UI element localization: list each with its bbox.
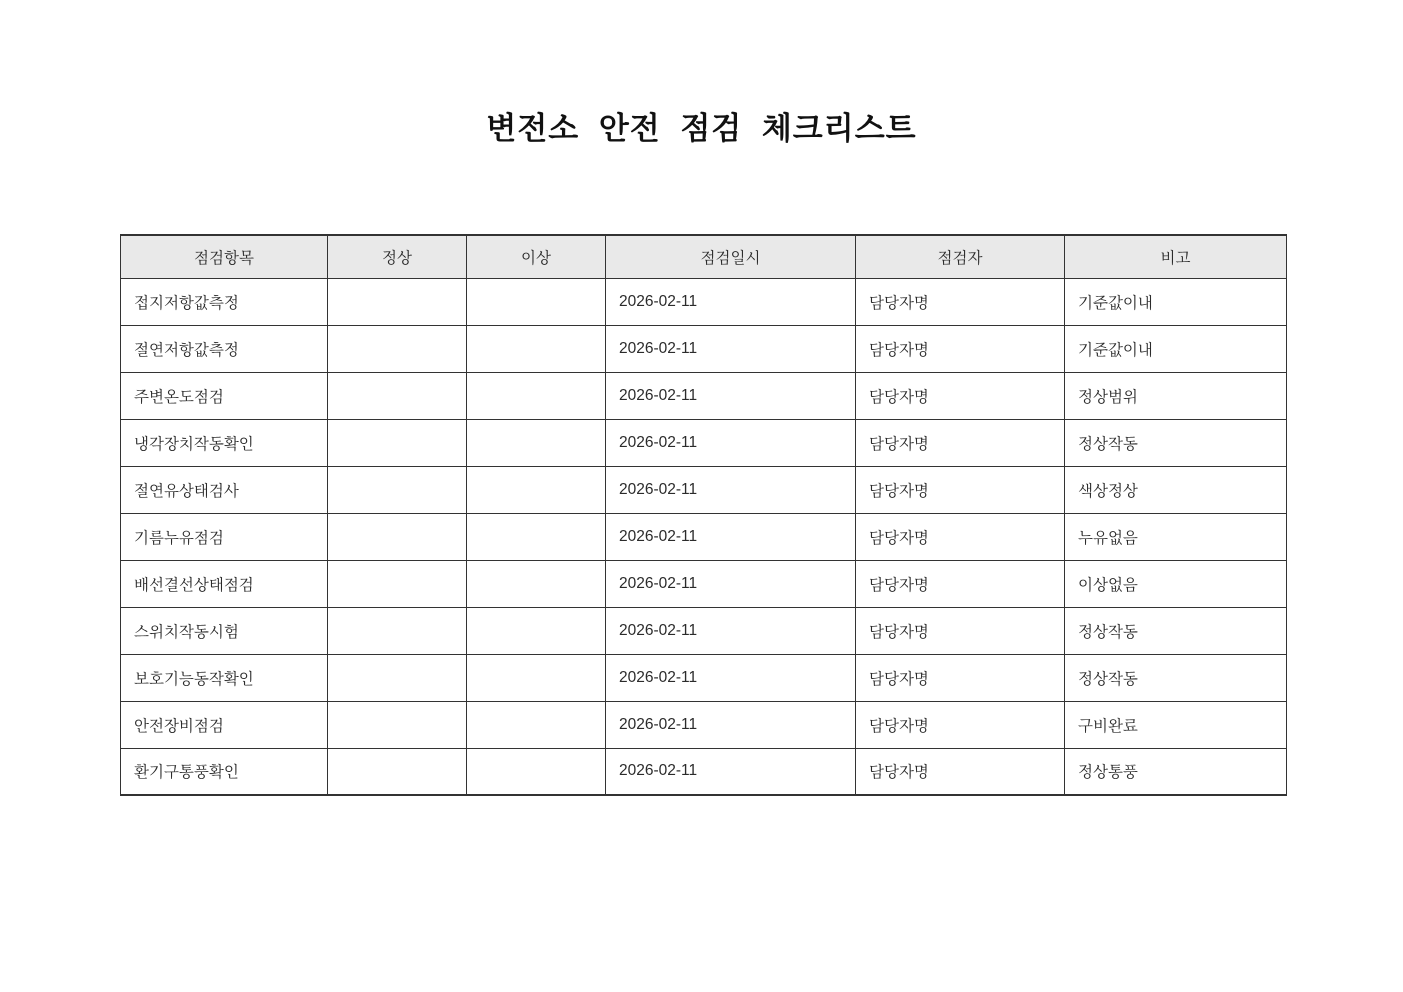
cell-date: 2026-02-11 — [606, 372, 856, 419]
cell-inspector: 담당자명 — [856, 278, 1065, 325]
table-row — [121, 513, 1287, 560]
cell-normal — [328, 325, 467, 372]
cell-normal — [328, 466, 467, 513]
cell-abnormal — [467, 701, 606, 748]
cell-inspector: 담당자명 — [856, 419, 1065, 466]
cell-normal — [328, 560, 467, 607]
column-header: 점검자 — [856, 235, 1065, 278]
cell-date: 2026-02-11 — [606, 748, 856, 795]
cell-date: 2026-02-11 — [606, 325, 856, 372]
cell-item: 보호기능동작확인 — [121, 654, 328, 701]
cell-inspector: 담당자명 — [856, 748, 1065, 795]
cell-remark: 기준값이내 — [1065, 278, 1287, 325]
cell-normal — [328, 607, 467, 654]
cell-item: 배선결선상태점검 — [121, 560, 328, 607]
checklist-table — [120, 234, 1287, 796]
cell-remark: 기준값이내 — [1065, 325, 1287, 372]
cell-normal — [328, 419, 467, 466]
cell-remark: 색상정상 — [1065, 466, 1287, 513]
cell-date: 2026-02-11 — [606, 560, 856, 607]
table-row — [121, 607, 1287, 654]
cell-inspector: 담당자명 — [856, 372, 1065, 419]
cell-remark: 누유없음 — [1065, 513, 1287, 560]
cell-date: 2026-02-11 — [606, 607, 856, 654]
cell-date: 2026-02-11 — [606, 701, 856, 748]
cell-inspector: 담당자명 — [856, 701, 1065, 748]
cell-date: 2026-02-11 — [606, 466, 856, 513]
table-row — [121, 701, 1287, 748]
cell-item: 스위치작동시험 — [121, 607, 328, 654]
cell-abnormal — [467, 607, 606, 654]
cell-normal — [328, 654, 467, 701]
cell-abnormal — [467, 372, 606, 419]
cell-inspector: 담당자명 — [856, 513, 1065, 560]
cell-normal — [328, 278, 467, 325]
cell-abnormal — [467, 466, 606, 513]
cell-remark: 구비완료 — [1065, 701, 1287, 748]
cell-abnormal — [467, 654, 606, 701]
page-title: 변전소 안전 점검 체크리스트 — [486, 111, 917, 146]
cell-abnormal — [467, 278, 606, 325]
cell-date: 2026-02-11 — [606, 419, 856, 466]
cell-date: 2026-02-11 — [606, 654, 856, 701]
cell-item: 냉각장치작동확인 — [121, 419, 328, 466]
column-header: 이상 — [467, 235, 606, 278]
cell-inspector: 담당자명 — [856, 325, 1065, 372]
table-row — [121, 560, 1287, 607]
table-header — [121, 235, 1287, 278]
column-header: 점검일시 — [606, 235, 856, 278]
cell-inspector: 담당자명 — [856, 560, 1065, 607]
cell-inspector: 담당자명 — [856, 607, 1065, 654]
table-row — [121, 419, 1287, 466]
cell-remark: 정상통풍 — [1065, 748, 1287, 795]
cell-normal — [328, 372, 467, 419]
cell-item: 절연저항값측정 — [121, 325, 328, 372]
cell-remark: 정상작동 — [1065, 607, 1287, 654]
cell-remark: 정상작동 — [1065, 654, 1287, 701]
cell-abnormal — [467, 325, 606, 372]
cell-item: 접지저항값측정 — [121, 278, 328, 325]
cell-abnormal — [467, 748, 606, 795]
table-row — [121, 654, 1287, 701]
header-row — [121, 235, 1287, 278]
column-header: 점검항목 — [121, 235, 328, 278]
cell-abnormal — [467, 419, 606, 466]
cell-inspector: 담당자명 — [856, 654, 1065, 701]
cell-abnormal — [467, 513, 606, 560]
column-header: 비고 — [1065, 235, 1287, 278]
cell-abnormal — [467, 560, 606, 607]
cell-item: 환기구통풍확인 — [121, 748, 328, 795]
cell-remark: 이상없음 — [1065, 560, 1287, 607]
cell-normal — [328, 513, 467, 560]
cell-remark: 정상작동 — [1065, 419, 1287, 466]
cell-item: 기름누유점검 — [121, 513, 328, 560]
cell-inspector: 담당자명 — [856, 466, 1065, 513]
cell-item: 안전장비점검 — [121, 701, 328, 748]
cell-date: 2026-02-11 — [606, 513, 856, 560]
cell-normal — [328, 748, 467, 795]
cell-normal — [328, 701, 467, 748]
table-row — [121, 372, 1287, 419]
column-header: 정상 — [328, 235, 467, 278]
table-row — [121, 278, 1287, 325]
cell-item: 절연유상태검사 — [121, 466, 328, 513]
table-row — [121, 466, 1287, 513]
table-row — [121, 748, 1287, 795]
table-row — [121, 325, 1287, 372]
cell-remark: 정상범위 — [1065, 372, 1287, 419]
cell-date: 2026-02-11 — [606, 278, 856, 325]
cell-item: 주변온도점검 — [121, 372, 328, 419]
table-body — [121, 278, 1287, 795]
